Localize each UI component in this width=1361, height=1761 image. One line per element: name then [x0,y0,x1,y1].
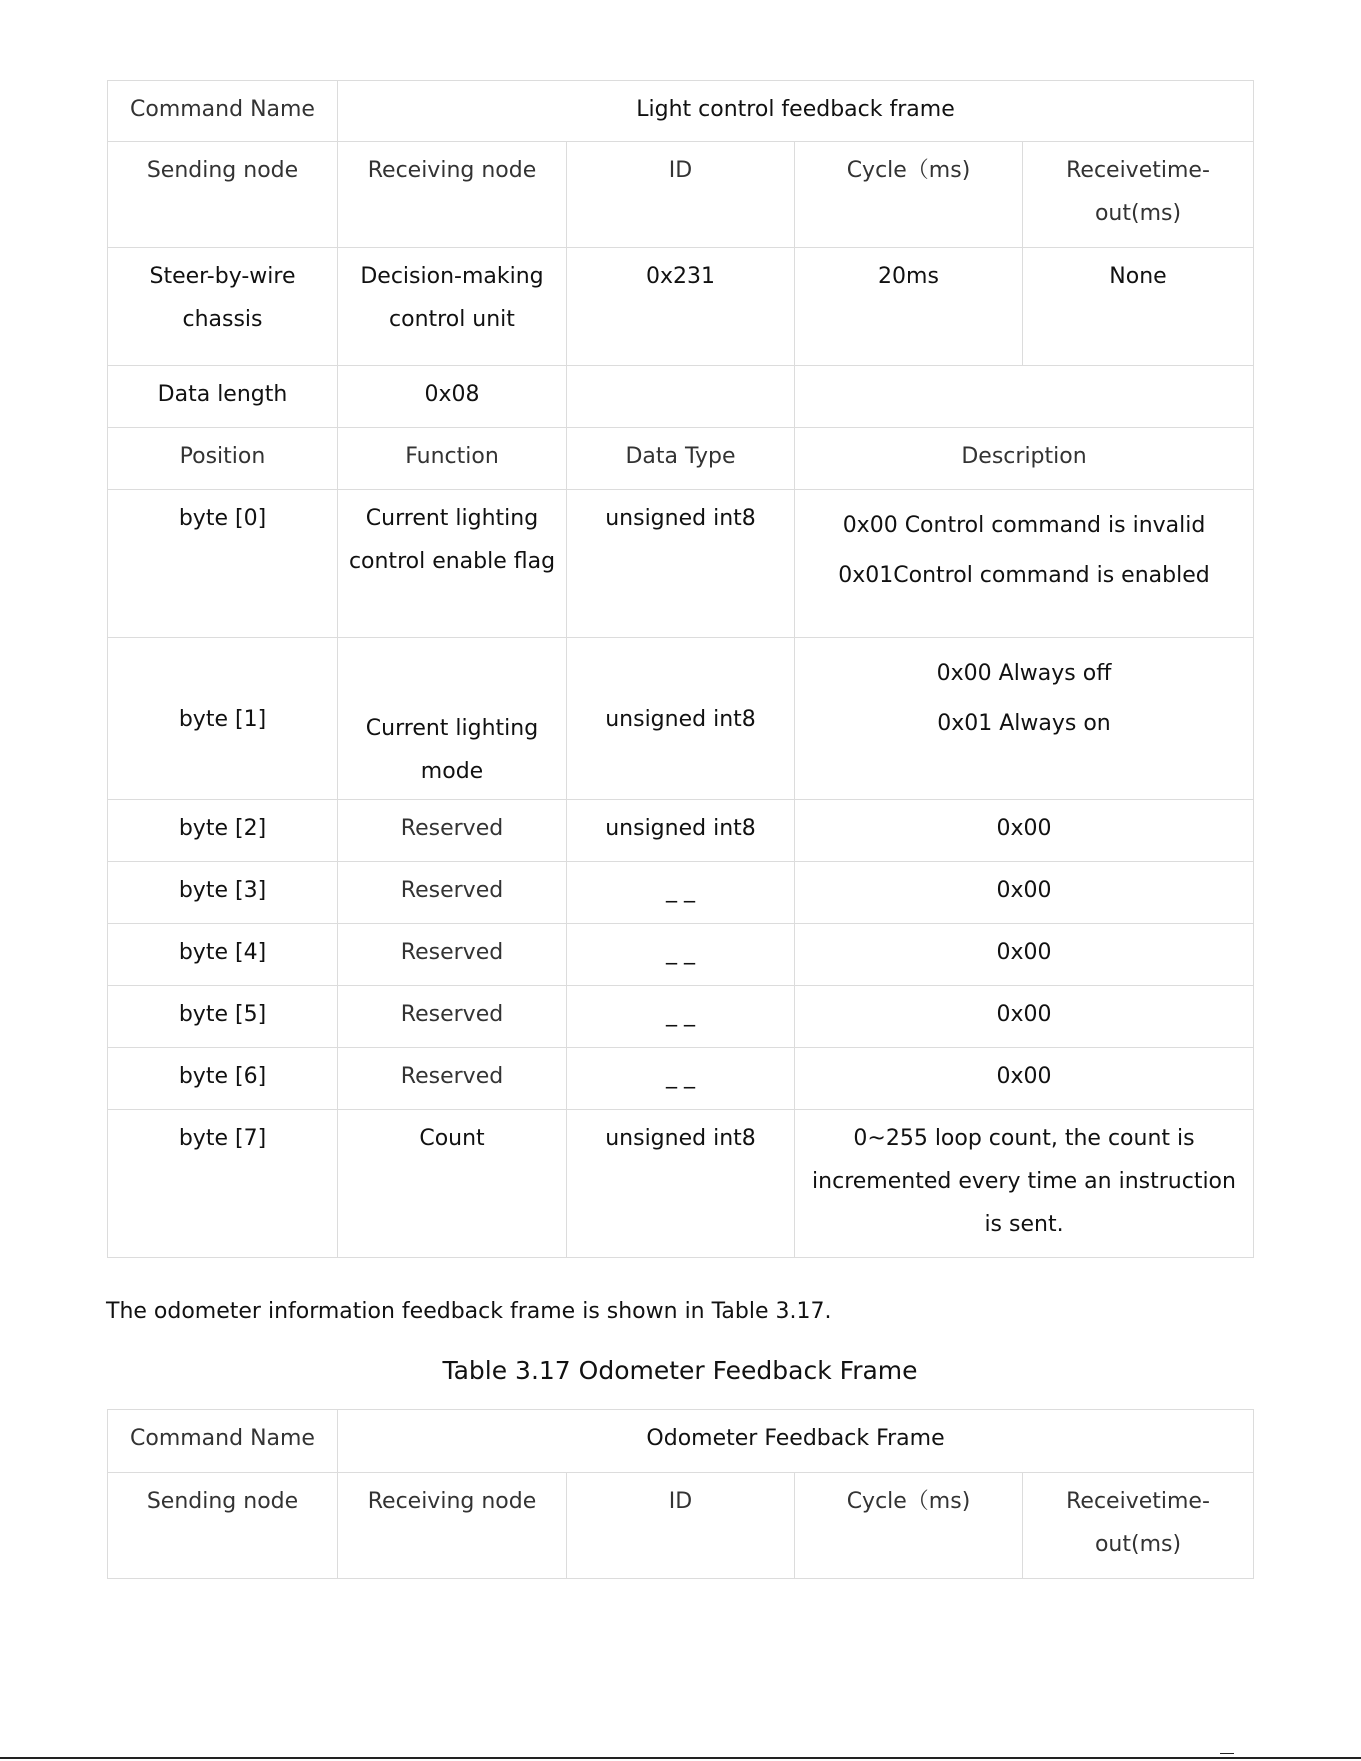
col-receiving-node: Receiving node [338,1473,567,1579]
row-position: byte [0] [108,490,338,638]
col-cycle: Cycle（ms) [795,142,1023,248]
row-data-type: unsigned int8 [567,490,795,638]
row-data-type: _ _ [567,862,795,924]
col-sending-node: Sending node [108,142,338,248]
col-sending-node: Sending node [108,1473,338,1579]
description-line: 0x01 Always on [937,711,1111,736]
description-line: 0x00 Always off [936,661,1112,686]
row-position: byte [1] [108,638,338,800]
field-header-data-type: Data Type [567,428,795,490]
row-position: byte [7] [108,1110,338,1258]
col-receive-timeout: Receivetime-out(ms) [1023,1473,1254,1579]
table-row [108,490,1254,638]
description-line: 0x00 Control command is invalid [842,513,1206,538]
row-description: 0x00 [795,1048,1254,1110]
col-receive-timeout: Receivetime-out(ms) [1023,142,1254,248]
info-receive-timeout: None [1023,248,1254,366]
row-description: 0x00 [795,986,1254,1048]
row-position: byte [6] [108,1048,338,1110]
col-receiving-node: Receiving node [338,142,567,248]
table-row [108,638,1254,800]
table-caption: Table 3.17 Odometer Feedback Frame [442,1356,918,1385]
row-function: Reserved [338,924,567,986]
table-row [108,924,1254,986]
col-cycle: Cycle（ms) [795,1473,1023,1579]
table-row [108,1110,1254,1258]
row-data-type: unsigned int8 [567,800,795,862]
table-row [108,986,1254,1048]
col-id: ID [567,142,795,248]
command-name-value: Light control feedback frame [338,81,1254,142]
body-paragraph: The odometer information feedback frame is shown in Table 3.17. [106,1299,832,1324]
row-description: 0x00 [795,800,1254,862]
command-name-label: Command Name [108,81,338,142]
row-description: 0x00 [795,862,1254,924]
info-cycle: 20ms [795,248,1023,366]
light-control-feedback-table [107,80,1254,1258]
row-function: Current lighting control enable flag [338,490,567,638]
row-data-type: unsigned int8 [567,1110,795,1258]
info-id: 0x231 [567,248,795,366]
row-function: Reserved [338,1048,567,1110]
row-data-type: _ _ [567,986,795,1048]
row-position: byte [2] [108,800,338,862]
row-description: 0x00 [795,924,1254,986]
data-length-label: Data length [108,366,338,428]
row-function: Reserved [338,986,567,1048]
row-function: Reserved [338,800,567,862]
table-row [108,1048,1254,1110]
row-position: byte [5] [108,986,338,1048]
row-function: Current lighting mode [338,638,567,800]
command-name-label: Command Name [108,1410,338,1473]
info-sending-node: Steer-by-wire chassis [108,248,338,366]
table-row [108,800,1254,862]
row-function: Count [338,1110,567,1258]
footer-mark [1220,1753,1234,1754]
info-receiving-node: Decision-making control unit [338,248,567,366]
empty-cell [795,366,1254,428]
row-description [795,490,1254,638]
field-header-position: Position [108,428,338,490]
row-description: 0~255 loop count, the count is incremented every time an instruction is sent. [795,1110,1254,1258]
command-name-value: Odometer Feedback Frame [338,1410,1254,1473]
empty-cell [567,366,795,428]
row-function: Reserved [338,862,567,924]
row-position: byte [4] [108,924,338,986]
row-data-type: _ _ [567,1048,795,1110]
footer-divider [0,1757,1361,1759]
odometer-feedback-table [107,1409,1254,1579]
description-line: 0x01Control command is enabled [838,563,1210,588]
table-row [108,862,1254,924]
field-header-function: Function [338,428,567,490]
row-data-type: unsigned int8 [567,638,795,800]
row-data-type: _ _ [567,924,795,986]
col-id: ID [567,1473,795,1579]
row-description [795,638,1254,800]
row-position: byte [3] [108,862,338,924]
field-header-description: Description [795,428,1254,490]
data-length-value: 0x08 [338,366,567,428]
